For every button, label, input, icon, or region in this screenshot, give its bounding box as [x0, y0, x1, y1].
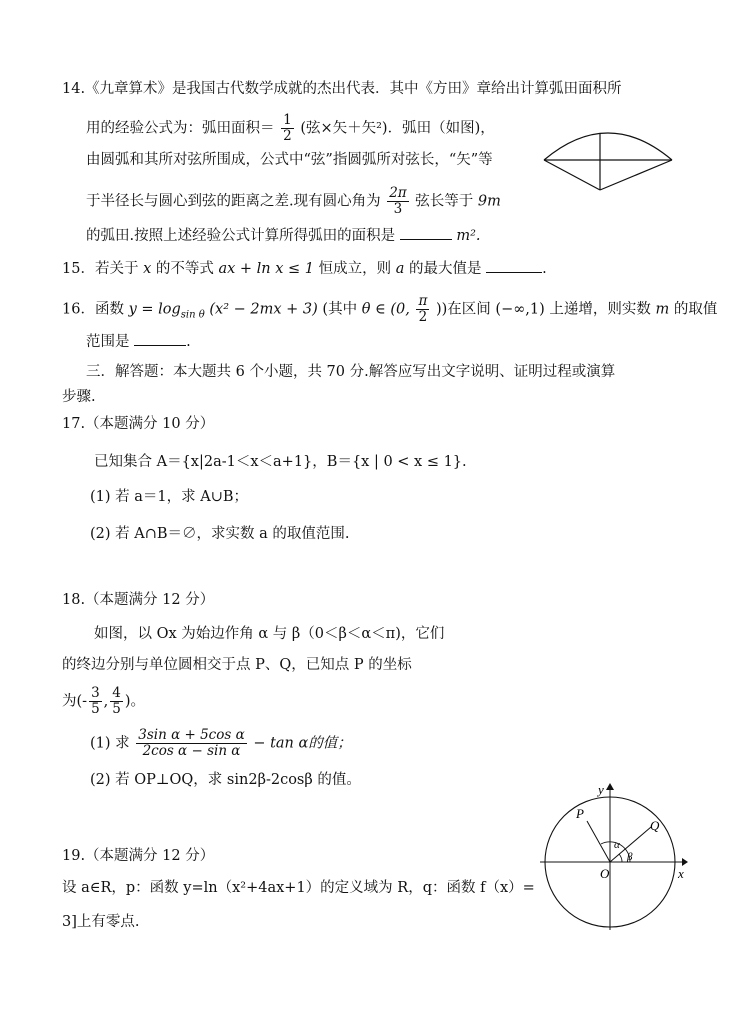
frac-num: 4 [112, 685, 121, 701]
frac-den: 2 [283, 128, 292, 144]
q16-text-a: 16．函数 [62, 301, 124, 318]
q18-paren-close: )。 [124, 693, 146, 710]
q18-frac-y [110, 686, 123, 717]
section3-heading: 三．解答题：本大题共 6 个小题，共 70 分.解答应写出文字说明、证明过程或演算 [86, 364, 616, 380]
q16-text-c: ))在区间 [435, 301, 491, 318]
frac-den: 3 [393, 201, 403, 217]
q15-text-b: 的不等式 [155, 261, 214, 277]
q15-inequality: ax + ln x ≤ 1 [218, 261, 315, 277]
q14-unit: m². [456, 228, 481, 244]
arc-field-figure [538, 118, 678, 198]
beta-label: β [627, 851, 633, 863]
q15-var-a: a [395, 261, 405, 277]
frac-num: 2π [389, 185, 407, 201]
y-axis-label: y [598, 782, 604, 797]
q16-line2 [86, 331, 191, 352]
q18-part1-frac [136, 728, 246, 759]
q17-sets: 已知集合 A＝{x|2a-1＜x＜a+1}，B＝{x | 0 < x ≤ 1}. [94, 454, 467, 470]
q14-line4 [86, 186, 501, 217]
alpha-label: α [614, 839, 620, 851]
q18-line3-text-a: 为 [62, 693, 77, 710]
q17-header [62, 414, 214, 434]
q18-part1 [90, 728, 352, 759]
q18-part1-text-a: (1) 求 [90, 735, 130, 752]
q18-line1 [94, 624, 444, 644]
q15-answer-blank [486, 258, 542, 273]
q14-line2 [86, 113, 495, 144]
q15-text-c: 恒成立，则 [318, 261, 392, 277]
q16-answer-blank [134, 331, 186, 346]
q16-period: . [186, 334, 191, 350]
q14-line5-text-a: 的弧田.按照上述经验公式计算所得弧田的面积是 [86, 228, 396, 244]
x-axis-arrow [682, 858, 688, 866]
radius-left [544, 160, 600, 190]
q16-log: y = log [128, 301, 181, 318]
q15-text-d: 的最大值是 [409, 261, 482, 277]
q15-text-a: 15．若关于 [62, 261, 139, 277]
y-axis-arrow [606, 783, 614, 790]
q16-text-e: 的取值 [673, 301, 718, 318]
q17-part2-text: (2) 若 A∩B＝∅，求实数 a 的取值范围. [90, 526, 350, 542]
q17-line1 [94, 452, 467, 472]
origin-label: O [600, 866, 610, 881]
q17-part1 [90, 487, 248, 507]
q18-frac-x [89, 686, 102, 717]
radius-right [600, 160, 672, 190]
q19-line1 [62, 878, 535, 898]
frac-den: 5 [91, 701, 100, 717]
beta-arc [619, 854, 622, 862]
q18-paren-open: (- [76, 693, 88, 710]
q19-line2-text: 3]上有零点. [62, 914, 140, 930]
q14-line1 [62, 79, 622, 99]
frac-den: 2 [418, 309, 428, 325]
point-p-label: P [576, 806, 584, 821]
frac-num: 1 [283, 112, 292, 128]
q15-line [62, 258, 547, 279]
q15-period: . [542, 261, 547, 277]
q14-line2-text-a: 用的经验公式为：弧田面积＝ [86, 120, 275, 137]
q16-line1 [62, 294, 717, 325]
section3-line1 [86, 362, 615, 382]
q14-line3 [86, 150, 493, 170]
q14-answer-blank [400, 225, 452, 240]
q16-line2-text: 范围是 [86, 334, 130, 350]
section3-heading-end: 步骤. [62, 389, 96, 405]
q16-theta-range: θ ∈ (0, [361, 301, 410, 318]
q14-chord-length: 9m [477, 193, 501, 210]
q16-frac [416, 294, 429, 325]
q18-line2-text: 的终边分别与单位圆相交于点 P、Q，已知点 P 的坐标 [62, 657, 412, 673]
q18-line1-text: 如图，以 Ox 为始边作角 α 与 β（0＜β＜α＜π)，它们 [94, 626, 445, 642]
q17-part1-text: (1) 若 a＝1，求 A∪B； [90, 489, 249, 505]
frac-num: 3 [91, 685, 100, 701]
arc-curve [544, 133, 672, 160]
q16-interval: (−∞,1) [495, 301, 545, 318]
q14-frac-half [281, 113, 294, 144]
frac-den: 5 [112, 701, 121, 717]
frac-den: 2cos α − sin α [142, 743, 241, 759]
q14-line1-text: 14.《九章算术》是我国古代数学成就的杰出代表．其中《方田》章给出计算弧田面积所 [62, 81, 622, 97]
q19-header [62, 846, 214, 866]
q16-log-arg: (x² − 2mx + 3) [209, 301, 318, 318]
op-ray [587, 821, 610, 862]
q19-line1-text: 设 a∈R，p：函数 y=ln（x²+4ax+1）的定义域为 R，q：函数 f（x）= [62, 880, 535, 896]
q14-line5 [86, 225, 481, 246]
q18-line3 [62, 686, 145, 717]
q14-line4-text-a: 于半径长与圆心到弦的距离之差.现有圆心角为 [86, 193, 381, 210]
q18-part2-text: (2) 若 OP⊥OQ，求 sin2β-2cosβ 的值。 [90, 772, 361, 788]
q18-part2 [90, 770, 361, 790]
q16-var-m: m [655, 301, 670, 318]
frac-num: 3sin α + 5cos α [138, 727, 245, 743]
q18-line2 [62, 655, 412, 675]
q14-line4-text-b: 弦长等于 [415, 193, 474, 210]
q18-header-text: 18.（本题满分 12 分） [62, 592, 215, 608]
point-q-label: Q [650, 818, 660, 833]
q14-line2-text-b: (弦×矢＋矢²)．弧田（如图)， [300, 120, 495, 137]
q19-header-text: 19.（本题满分 12 分） [62, 848, 215, 864]
section3-line2 [62, 387, 96, 407]
q17-header-text: 17.（本题满分 10 分） [62, 416, 215, 432]
q18-comma: , [103, 693, 109, 710]
q16-text-b: (其中 [322, 301, 358, 318]
unit-circle-figure [530, 780, 690, 936]
q19-line2 [62, 912, 140, 932]
q18-header [62, 590, 214, 610]
q15-var-x: x [143, 261, 152, 277]
q18-part1-text-b: − tan α的值； [253, 735, 352, 752]
q14-line3-text: 由圆弧和其所对弦所围成，公式中“弦”指圆弧所对弦长，“矢”等 [86, 152, 493, 168]
q14-frac-angle [387, 186, 408, 217]
q17-part2 [90, 524, 350, 544]
q16-log-base: sin θ [180, 309, 205, 321]
q16-text-d: 上递增，则实数 [549, 301, 651, 318]
x-axis-label: x [678, 866, 684, 881]
frac-num: π [418, 293, 428, 309]
